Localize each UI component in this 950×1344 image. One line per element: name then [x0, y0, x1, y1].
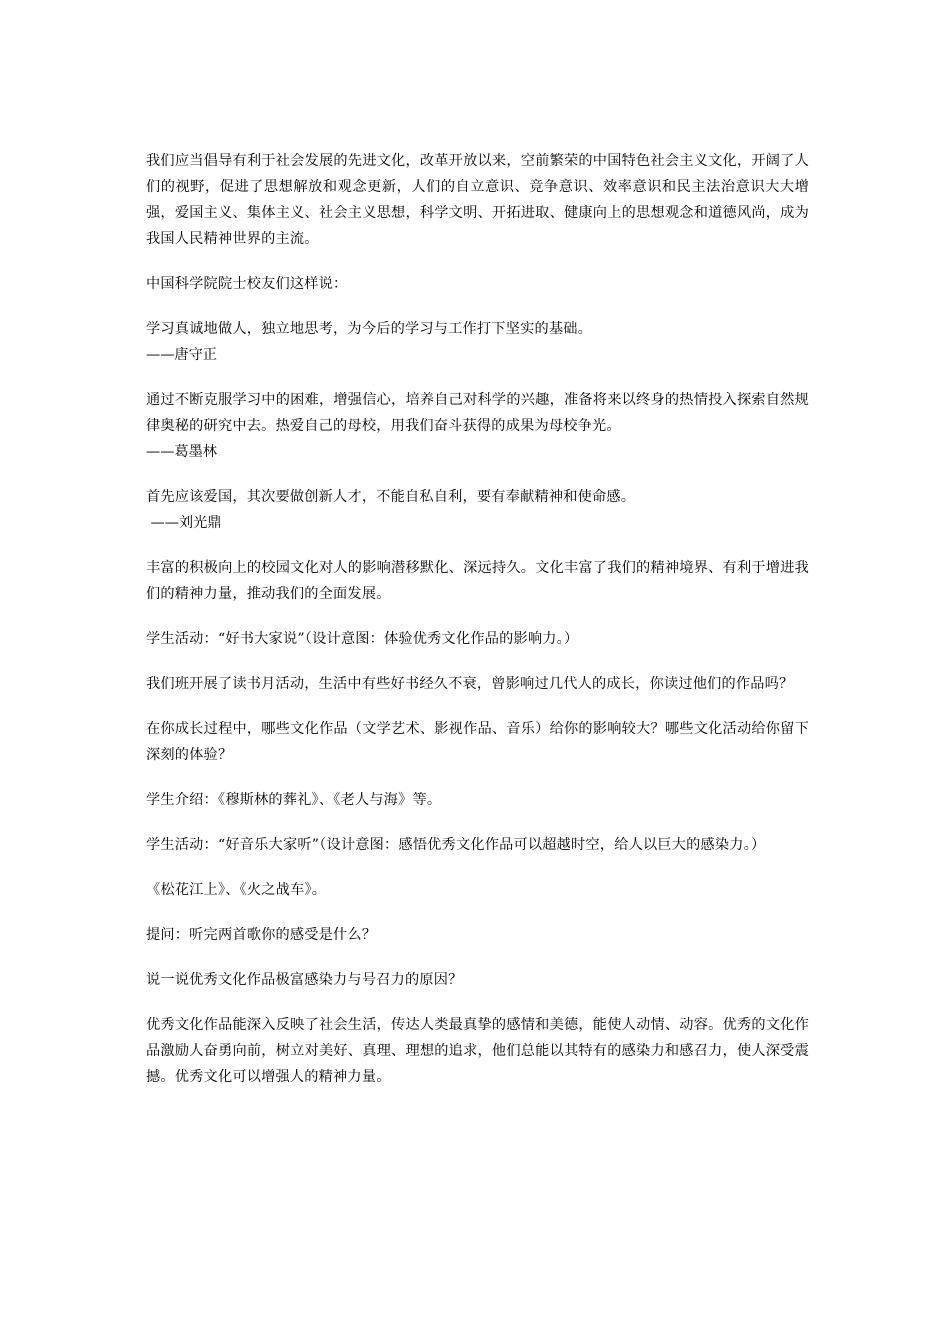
quote-liu: 首先应该爱国，其次要做创新人才，不能自私自利，要有奉献精神和使命感。 — [146, 489, 636, 505]
spacer — [146, 993, 809, 1012]
activity-music: 学生活动：“好音乐大家听”（设计意图：感悟优秀文化作品可以超越时空，给人以巨大的感染力。） — [146, 837, 766, 853]
student-introduction: 学生介绍：《穆斯林的葬礼》、《老人与海》等。 — [146, 792, 442, 808]
song-titles: 《松花江上》、《火之战车》。 — [146, 882, 327, 898]
spacer — [146, 813, 809, 832]
spacer — [146, 297, 809, 316]
attribution-ge: ——葛墨林 — [146, 444, 217, 460]
spacer — [146, 768, 809, 787]
question-cultural-works: 在你成长过程中，哪些文化作品（文学艺术、影视作品、音乐）给你的影响较大？哪些文化活动给你留下深刻的体验？ — [146, 721, 809, 763]
quote-ge: 通过不断克服学习中的困难，增强信心，培养自己对科学的兴趣，准备将来以终身的热情投入探索自然规律奥秘的研究中去。热爱自己的母校，用我们奋斗获得的成果为母校争光。 — [146, 392, 809, 434]
spacer — [146, 903, 809, 922]
spacer — [146, 536, 809, 555]
spacer — [146, 465, 809, 484]
paragraph-alumni-intro: 中国科学院院士校友们这样说： — [146, 276, 348, 292]
spacer — [146, 252, 809, 271]
spacer — [146, 858, 809, 877]
spacer — [146, 652, 809, 671]
spacer — [146, 607, 809, 626]
activity-books: 学生活动：“好书大家说”（设计意图：体验优秀文化作品的影响力。） — [146, 631, 579, 647]
spacer — [146, 948, 809, 967]
paragraph-campus-culture: 丰富的积极向上的校园文化对人的影响潜移默化、深远持久。文化丰富了我们的精神境界、有利于增进我们的精神力量，推动我们的全面发展。 — [146, 560, 809, 602]
spacer — [146, 697, 809, 716]
paragraph-excellent-works: 优秀文化作品能深入反映了社会生活，传达人类最真挚的感情和美德，能使人动情、动容。优秀的文化作品激励人奋勇向前，树立对美好、真理、理想的追求，他们总能以其特有的感染力和感召力，使人深受震撼。优秀文化可以增强人的精神力量。 — [146, 1017, 809, 1085]
quote-tang: 学习真诚地做人，独立地思考，为今后的学习与工作打下坚实的基础。 — [146, 321, 593, 337]
paragraph-advanced-culture: 我们应当倡导有利于社会发展的先进文化，改革开放以来，空前繁荣的中国特色社会主义文化，开阔了人们的视野，促进了思想解放和观念更新，人们的自立意识、竞争意识、效率意识和民主法治意识大大增强，爱国主义、集体主义、社会主义思想，科学文明、开拓进取、健康向上的思想观念和道德风尚，成为我国人民精神世界的主流。 — [146, 153, 809, 247]
attribution-liu: ——刘光鼎 — [146, 515, 222, 531]
document-body — [146, 148, 809, 1090]
question-appeal: 说一说优秀文化作品极富感染力与号召力的原因？ — [146, 972, 463, 988]
question-feelings: 提问：听完两首歌你的感受是什么？ — [146, 927, 377, 943]
attribution-tang: ——唐守正 — [146, 347, 217, 363]
spacer — [146, 368, 809, 387]
paragraph-reading-month: 我们班开展了读书月活动，生活中有些好书经久不衰，曾影响过几代人的成长，你读过他们的作品吗？ — [146, 676, 794, 692]
